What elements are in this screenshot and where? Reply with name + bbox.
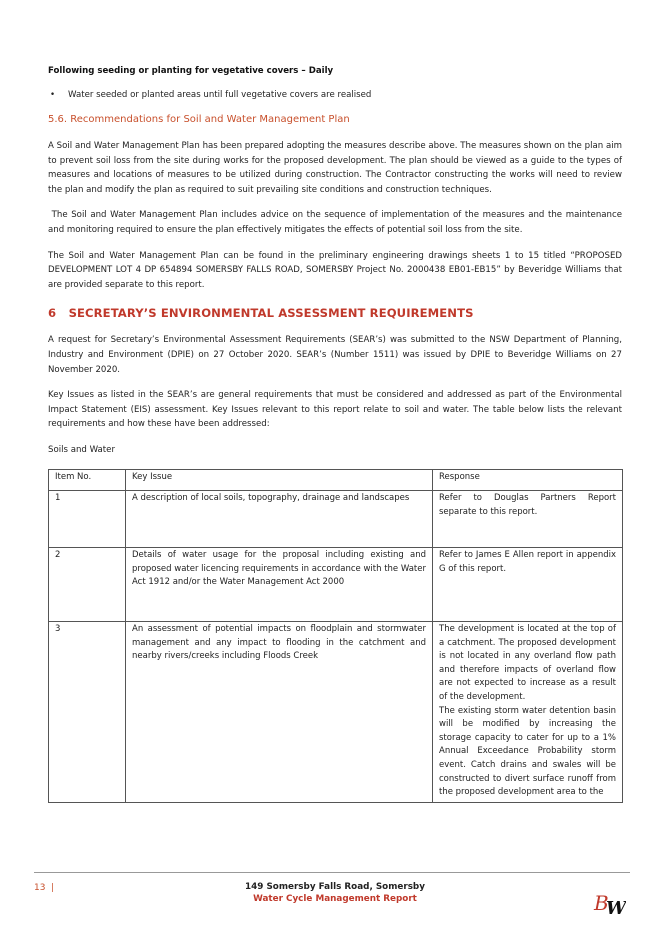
row-item-no: 2 (49, 548, 126, 622)
table-header-row (49, 469, 623, 491)
row-response (433, 622, 623, 803)
requirements-table (48, 469, 623, 803)
bw-logo-icon (592, 886, 626, 920)
page-footer (0, 872, 670, 942)
row-response: Refer to Douglas Partners Report separate to this report. (433, 491, 623, 548)
svg-text:B: B (594, 891, 609, 915)
section-6-paragraph-2: Key Issues as listed in the SEAR’s are general requirements that must be considered and addressed as part of the Environmental Impact Statement (EIS) assessment. Key Issues relevant to this report relate to soil and water. The table below lists the relevant requirements and how these have been addressed: (48, 390, 622, 430)
section-5-6-paragraph-1: A Soil and Water Management Plan has been prepared adopting the measures describe above. The measures shown on the plan aim to prevent soil loss from the site during works for the proposed development. The plan should be viewed as a guide to the types of measures and locations of measures to be utilized during construction. The Contractor constructing the works will need to review the plan and modify the plan as required to suit prevailing site conditions and construction techniques. (48, 141, 622, 195)
row-key-issue: An assessment of potential impacts on floodplain and stormwater management and any impact to flooding in the catchment and nearby rivers/creeks including Floods Creek (126, 622, 433, 803)
row-response: Refer to James E Allen report in appendix G of this report. (433, 548, 623, 622)
section-5-6-paragraph-3: The Soil and Water Management Plan can be found in the preliminary engineering drawings sheets 1 to 15 titled “PROPOSED DEVELOPMENT LOT 4 DP 654894 SOMERSBY FALLS ROAD, SOMERSBY Project No. 2000438 EB01-EB15” by Beveridge Williams that are provided separate to this report. (48, 250, 622, 290)
row-response-paragraph: The development is located at the top of a catchment. The proposed development is not located in any overland flow path and therefore impacts of overland flow are not expected to increase as a result of the development. (439, 624, 616, 703)
section-5-6-paragraph-2: The Soil and Water Management Plan includes advice on the sequence of implementation of the measures and the maintenance and monitoring required to ensure the plan effectively mitigates the effects of potential soil loss from the site. (48, 210, 625, 235)
row-item-no: 1 (49, 491, 126, 548)
daily-heading: Following seeding or planting for vegetative covers – Daily (48, 66, 334, 76)
footer-subtitle: Water Cycle Management Report (253, 894, 417, 904)
section-6-heading: 6 SECRETARY’S ENVIRONMENTAL ASSESSMENT REQUIREMENTS (48, 306, 474, 321)
row-key-issue: A description of local soils, topography, drainage and landscapes (126, 491, 433, 548)
row-response-paragraph: The existing storm water detention basin will be modified by increasing the storage capacity to cater for up to a 1% Annual Exceedance Probability storm event. Catch drains and swales will be constructed to divert surface runoff from the proposed development area to the (439, 705, 616, 798)
svg-text:W: W (606, 898, 626, 919)
footer-titles (0, 881, 670, 905)
bullet-item (48, 88, 622, 102)
footer-divider (34, 872, 630, 873)
table-row (49, 491, 623, 548)
row-item-no: 3 (49, 622, 126, 803)
table-row (49, 622, 623, 803)
table-row (49, 548, 623, 622)
footer-title: 149 Somersby Falls Road, Somersby (245, 882, 425, 892)
bullet-text: Water seeded or planted areas until full vegetative covers are realised (68, 90, 372, 100)
table-caption: Soils and Water (48, 444, 115, 455)
bullet-icon: • (50, 90, 56, 100)
row-key-issue: Details of water usage for the proposal including existing and proposed water licencing requirements in accordance with the Water Act 1912 and/or the Water Management Act 2000 (126, 548, 433, 622)
section-6-paragraph-1: A request for Secretary’s Environmental Assessment Requirements (SEAR’s) was submitted to the NSW Department of Planning, Industry and Environment (DPIE) on 27 October 2020. SEAR’s (Number 1511) was issued by DPIE to Beveridge Williams on 27 November 2020. (48, 335, 622, 375)
header-key-issue: Key Issue (126, 469, 433, 491)
page-number: 13 | (34, 883, 55, 893)
header-response: Response (433, 469, 623, 491)
header-item-no: Item No. (49, 469, 126, 491)
section-5-6-heading: 5.6. Recommendations for Soil and Water Management Plan (48, 114, 350, 125)
page-content (48, 66, 625, 803)
